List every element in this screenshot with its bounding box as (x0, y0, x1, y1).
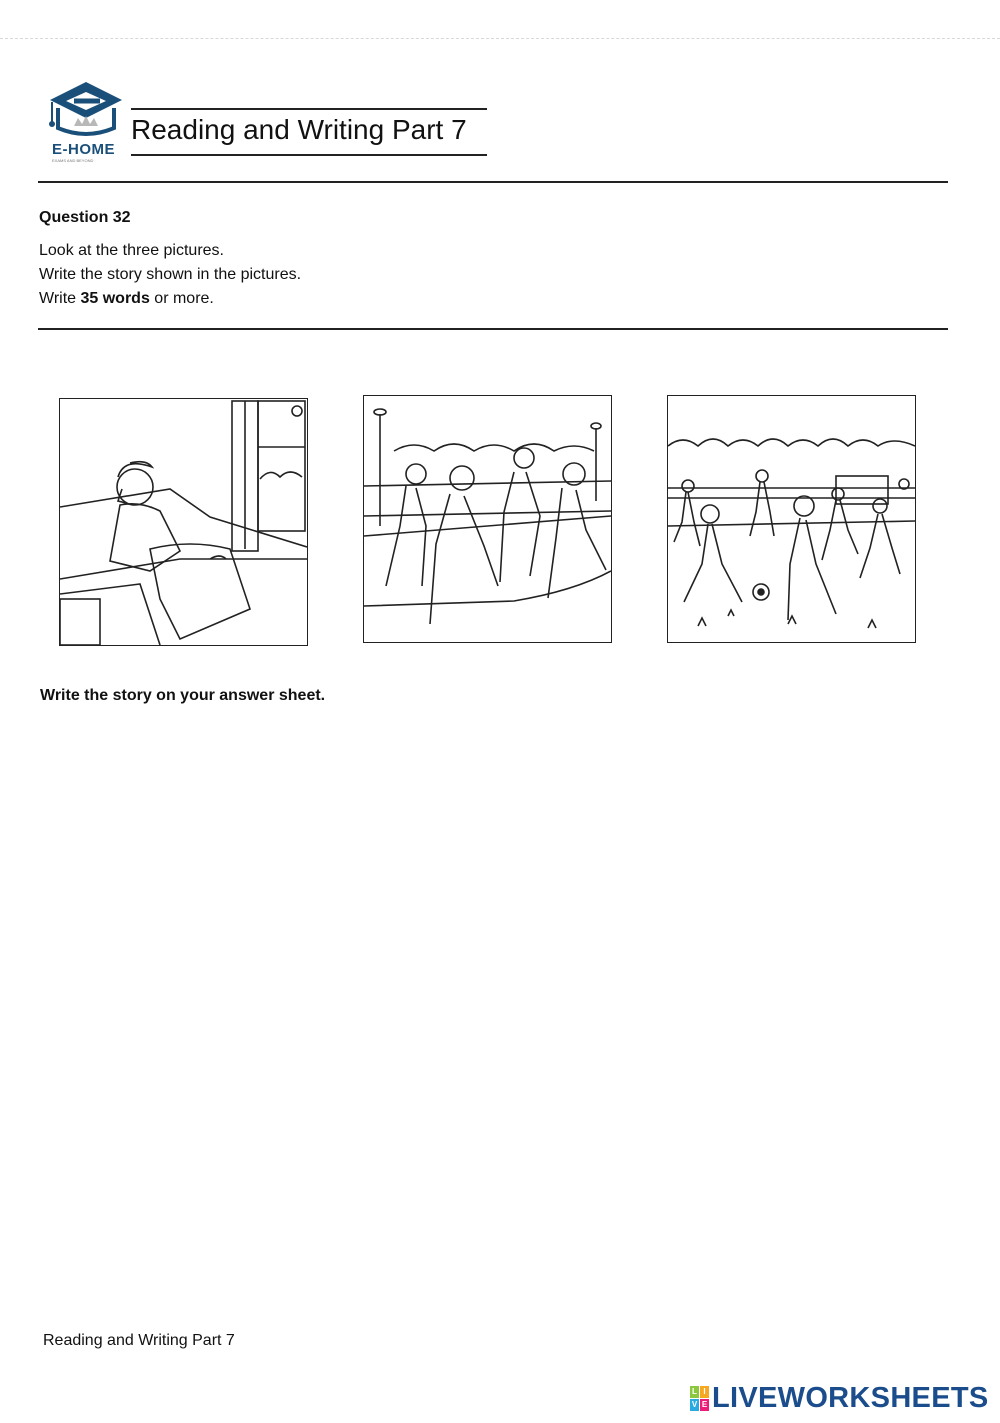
football-game-illustration (668, 396, 915, 642)
logo-subtext: EXAMS AND BEYOND (52, 158, 94, 163)
page-title: Reading and Writing Part 7 (131, 114, 467, 145)
instruction-suffix: or more. (149, 290, 214, 307)
section-rule-bottom (38, 328, 948, 330)
instruction-line-1: Look at the three pictures. (39, 242, 224, 259)
title-rule-top (131, 108, 487, 110)
lw-letter-l: L (690, 1386, 699, 1398)
picture-1 (59, 398, 308, 646)
picture-3 (667, 395, 916, 643)
section-rule-top (38, 181, 948, 183)
boy-on-phone-illustration (60, 399, 307, 645)
scan-edge (0, 38, 1000, 40)
lw-letter-i: I (700, 1386, 709, 1398)
liveworksheets-text: LIVEWORKSHEETS (712, 1381, 989, 1414)
liveworksheets-icon (690, 1386, 709, 1411)
title-rule-bottom (131, 154, 487, 156)
friends-walking-illustration (364, 396, 611, 642)
lw-letter-v: V (691, 1399, 698, 1409)
liveworksheets-logo (690, 1382, 989, 1414)
picture-2 (363, 395, 612, 643)
instruction-line-3 (39, 290, 214, 308)
word-count: 35 words (80, 290, 150, 307)
instruction-prefix: Write (39, 290, 81, 307)
question-number: Question 32 (39, 209, 131, 226)
instruction-line-2: Write the story shown in the pictures. (39, 266, 302, 283)
page-footer: Reading and Writing Part 7 (43, 1332, 235, 1349)
logo-text: E-HOME (52, 141, 115, 158)
answer-sheet-note: Write the story on your answer sheet. (40, 687, 326, 704)
lw-letter-e: E (701, 1399, 708, 1409)
